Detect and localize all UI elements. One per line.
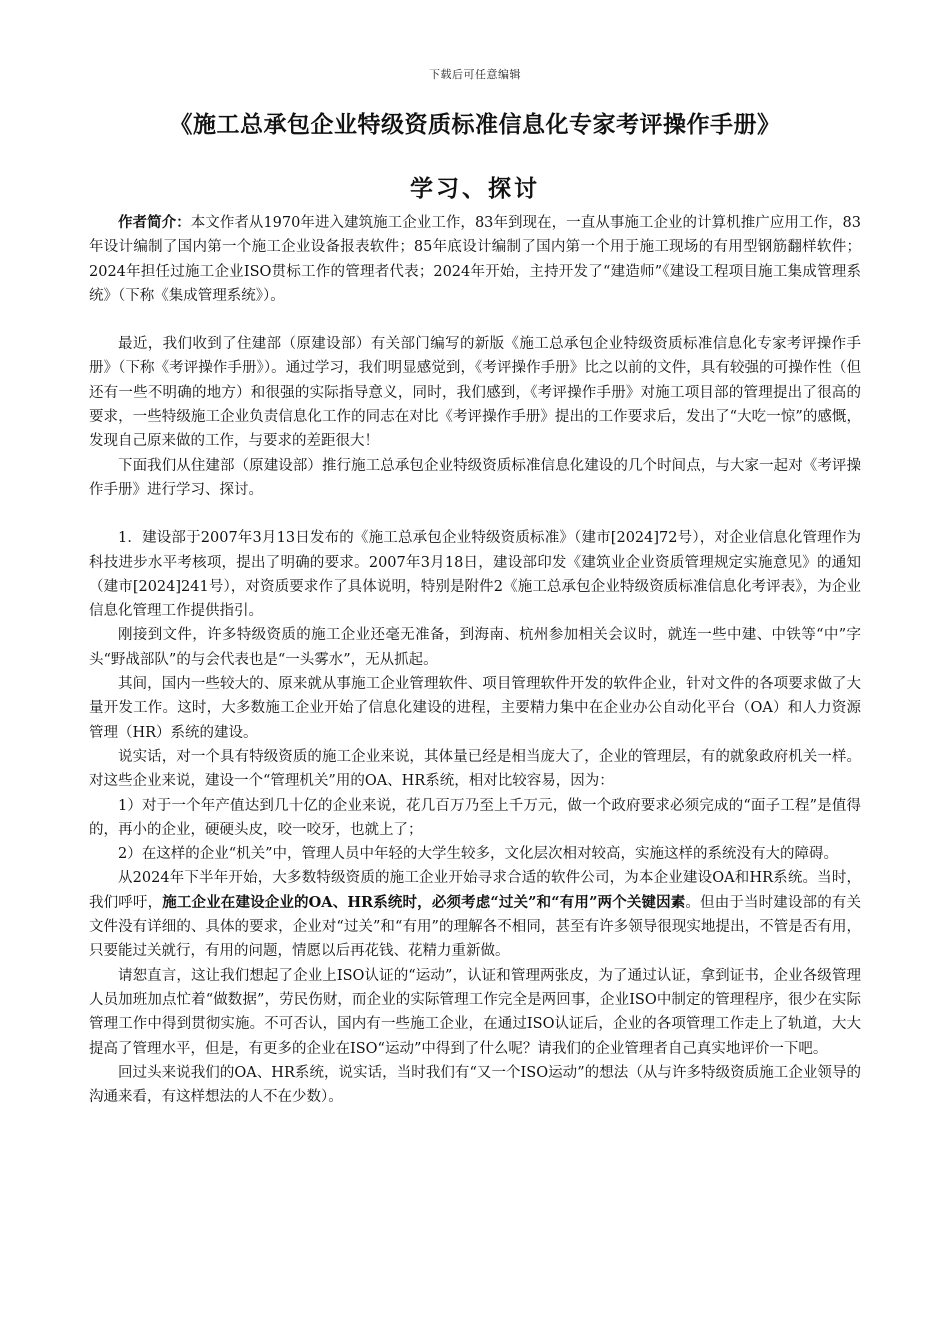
document-title: 《施工总承包企业特级资质标准信息化专家考评操作手册》: [169, 111, 781, 138]
paragraph: 最近，我们收到了住建部（原建设部）有关部门编写的新版《施工总承包企业特级资质标准信息化专家考评操作手册》（下称《考评操作手册》）。通过学习，我们明显感觉到，《考评操作手册》比之以前的文件，具有较强的可操作性（但还有一些不明确的地方）和很强的实际指导意义，同时，我们感到，《考评操作手册》对施工项目部的管理提出了很高的要求，一些特级施工企业负责信息化工作的同志在对比《考评操作手册》提出的工作要求后，发出了“大吃一惊”的感慨，发现自己原来做的工作，与要求的差距很大！: [89, 336, 861, 450]
paragraph-gap: [89, 502, 861, 526]
key-paragraph-before: 从2024年下半年开始，大多数特级资质的施工企业开始寻求合适的软件公司，为本企业建设OA和HR系统。当时，我们呼吁，: [89, 870, 861, 911]
paragraph: 回过头来说我们的OA、HR系统，说实话，当时我们有“又一个ISO运动”的想法（从与许多特级资质施工企业领导的沟通来看，有这样想法的人不在少数）。: [89, 1064, 861, 1106]
key-paragraph: [89, 866, 861, 963]
author-intro-label: 作者简介：: [118, 214, 191, 231]
list-item: 1）对于一个年产值达到几十亿的企业来说，花几百万乃至上千万元，做一个政府要求必须完成的“面子工程”是值得的，再小的企业，硬硬头皮，咬一咬牙，也就上了；: [89, 797, 861, 838]
paragraph: 请恕直言，这让我们想起了企业上ISO认证的“运动”，认证和管理两张皮，为了通过认证，拿到证书，企业各级管理人员加班加点忙着“做数据”，劳民伤财，而企业的实际管理工作完全是两回事，企业ISO中制定的管理程序，很少在实际管理工作中得到贯彻实施。不可否认，国内有一些施工企业，在通过ISO认证后，企业的各项管理工作走上了轨道，大大提高了管理水平，但是，有更多的企业在ISO“运动”中得到了什么呢？请我们的企业管理者自己真实地评价一下吧。: [89, 967, 861, 1057]
paragraph: 1．建设部于2007年3月13日发布的《施工总承包企业特级资质标准》（建市[2024]72号），对企业信息化管理作为科技进步水平考核项，提出了明确的要求。2007年3月18日，建设部印发《建筑业企业资质管理规定实施意见》的通知（建市[2024]241号），对资质要求作了具体说明，特别是附件2《施工总承包企业特级资质标准信息化考评表》，为企业信息化管理工作提供指引。: [89, 530, 861, 620]
header-note: 下载后可任意编辑: [429, 68, 521, 81]
paragraph-gap: [89, 308, 861, 332]
document-body: [89, 211, 861, 1109]
author-intro-text: 本文作者从1970年进入建筑施工企业工作，83年到现在，一直从事施工企业的计算机推广应用工作，83年设计编制了国内第一个施工企业设备报表软件；85年底设计编制了国内第一个用于施工现场的有用型钢筋翻样软件；2024年担任过施工企业ISO贯标工作的管理者代表；2024年开始，主持开发了“建造师”《建设工程项目施工集成管理系统》（下称《集成管理系统》）。: [89, 215, 861, 304]
paragraph: 下面我们从住建部（原建设部）推行施工总承包企业特级资质标准信息化建设的几个时间点，与大家一起对《考评操作手册》进行学习、探讨。: [89, 457, 861, 498]
paragraph: 刚接到文件，许多特级资质的施工企业还毫无准备，到海南、杭州参加相关会议时，就连一些中建、中铁等“中”字头“野战部队”的与会代表也是“一头雾水”，无从抓起。: [89, 627, 861, 668]
list-item: 2）在这样的企业“机关”中，管理人员中年轻的大学生较多，文化层次相对较高，实施这样的系统没有大的障碍。: [118, 846, 839, 863]
author-intro: [89, 211, 861, 308]
key-paragraph-bold: 施工企业在建设企业的OA、HR系统时，必须考虑“过关”和“有用”两个关键因素: [162, 893, 686, 911]
key-paragraph-after: 。但由于当时建设部的有关文件没有详细的、具体的要求，企业对“过关”和“有用”的理解各不相同，甚至有许多领导很现实地提出，不管是否有用，只要能过关就行，有用的问题，情愿以后再花钱、花精力重新做。: [89, 894, 862, 960]
paragraph: 其间，国内一些较大的、原来就从事施工企业管理软件、项目管理软件开发的软件企业，针对文件的各项要求做了大量开发工作。这时，大多数施工企业开始了信息化建设的进程，主要精力集中在企业办公自动化平台（OA）和人力资源管理（HR）系统的建设。: [89, 676, 861, 741]
document-subtitle: 学习、探讨: [410, 175, 540, 202]
paragraph: 说实话，对一个具有特级资质的施工企业来说，其体量已经是相当庞大了，企业的管理层，有的就象政府机关一样。对这些企业来说，建设一个“管理机关”用的OA、HR系统，相对比较容易，因为：: [89, 748, 861, 790]
